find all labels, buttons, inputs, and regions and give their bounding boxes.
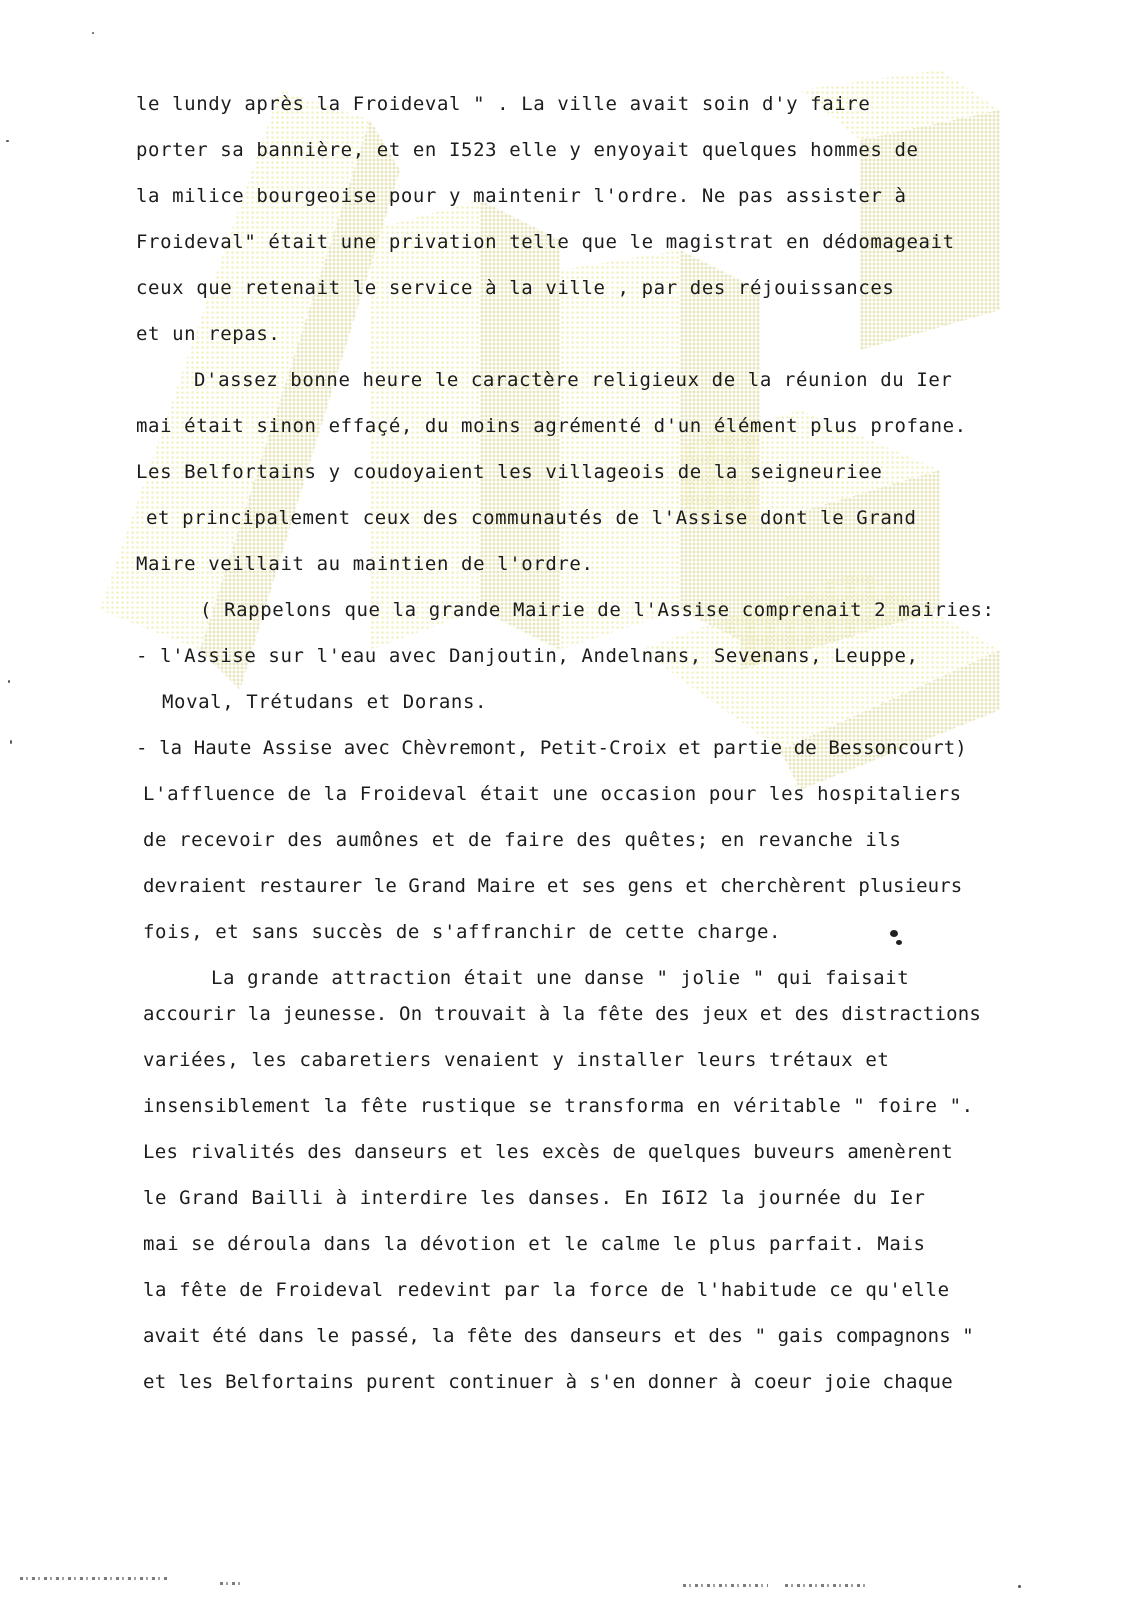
text-line-5: ceux que retenait le service à la ville , par des réjouissances: [136, 277, 895, 299]
text-line-8: mai était sinon effaçé, du moins agrémenté d'un élément plus profane.: [136, 415, 967, 437]
text-line-29: et les Belfortains purent continuer à s'en donner à coeur joie chaque: [143, 1371, 953, 1393]
text-line-26: mai se déroula dans la dévotion et le calme le plus parfait. Mais: [143, 1233, 926, 1255]
text-line-16: L'affluence de la Froideval était une occasion pour les hospitaliers: [143, 783, 962, 805]
text-line-17: de recevoir des aumônes et de faire des quêtes; en revanche ils: [143, 829, 902, 851]
scan-noise: [20, 1577, 170, 1580]
text-line-14: Moval, Trétudans et Dorans.: [162, 691, 488, 713]
text-line-10: et principalement ceux des communautés de l'Assise dont le Grand: [146, 507, 917, 529]
text-line-22: variées, les cabaretiers venaient y installer leurs trétaux et: [143, 1049, 890, 1071]
scan-speck: [8, 680, 10, 683]
text-line-6: et un repas.: [136, 323, 281, 345]
scan-noise: [785, 1584, 865, 1587]
text-line-19: fois, et sans succès de s'affranchir de cette charge.: [143, 921, 782, 943]
text-line-13: - l'Assise sur l'eau avec Danjoutin, Andelnans, Sevenans, Leuppe,: [136, 645, 919, 667]
text-line-2: porter sa bannière, et en I523 elle y enyoyait quelques hommes de: [136, 139, 919, 161]
text-line-4: Froideval" était une privation telle que le magistrat en dédomageait: [136, 231, 955, 253]
text-line-12: ( Rappelons que la grande Mairie de l'Assise comprenait 2 mairies:: [200, 599, 995, 621]
text-line-11: Maire veillait au maintien de l'ordre.: [136, 553, 594, 575]
text-line-9: Les Belfortains y coudoyaient les villageois de la seigneuriee: [136, 461, 883, 483]
scan-noise: [220, 1582, 240, 1585]
text-line-7: D'assez bonne heure le caractère religieux de la réunion du Ier: [194, 369, 953, 391]
scan-speck: [6, 140, 9, 142]
scan-noise: [683, 1584, 768, 1587]
text-line-3: la milice bourgeoise pour y maintenir l'ordre. Ne pas assister à: [136, 185, 907, 207]
text-line-28: avait été dans le passé, la fête des danseurs et des " gais compagnons ": [143, 1325, 974, 1347]
text-line-1: le lundy après la Froideval " . La ville avait soin d'y faire: [136, 93, 871, 115]
scan-speck: [10, 740, 12, 744]
text-line-21: accourir la jeunesse. On trouvait à la fête des jeux et des distractions: [143, 1003, 982, 1025]
text-line-23: insensiblement la fête rustique se transforma en véritable " foire ".: [143, 1095, 974, 1117]
text-line-20: La grande attraction était une danse " jolie " qui faisait: [211, 967, 910, 989]
text-line-24: Les rivalités des danseurs et les excès de quelques buveurs amenèrent: [143, 1141, 953, 1163]
text-line-18: devraient restaurer le Grand Maire et ses gens et cherchèrent plusieurs: [143, 875, 963, 897]
ink-blot: [890, 930, 898, 937]
ink-blot: [896, 940, 902, 945]
scan-speck: [92, 32, 94, 34]
text-line-25: le Grand Bailli à interdire les danses. En I6I2 la journée du Ier: [143, 1187, 926, 1209]
scan-speck: [1018, 1585, 1021, 1588]
text-line-27: la fête de Froideval redevint par la force de l'habitude ce qu'elle: [143, 1279, 950, 1301]
text-line-15: - la Haute Assise avec Chèvremont, Petit-Croix et partie de Bessoncourt): [136, 737, 967, 759]
